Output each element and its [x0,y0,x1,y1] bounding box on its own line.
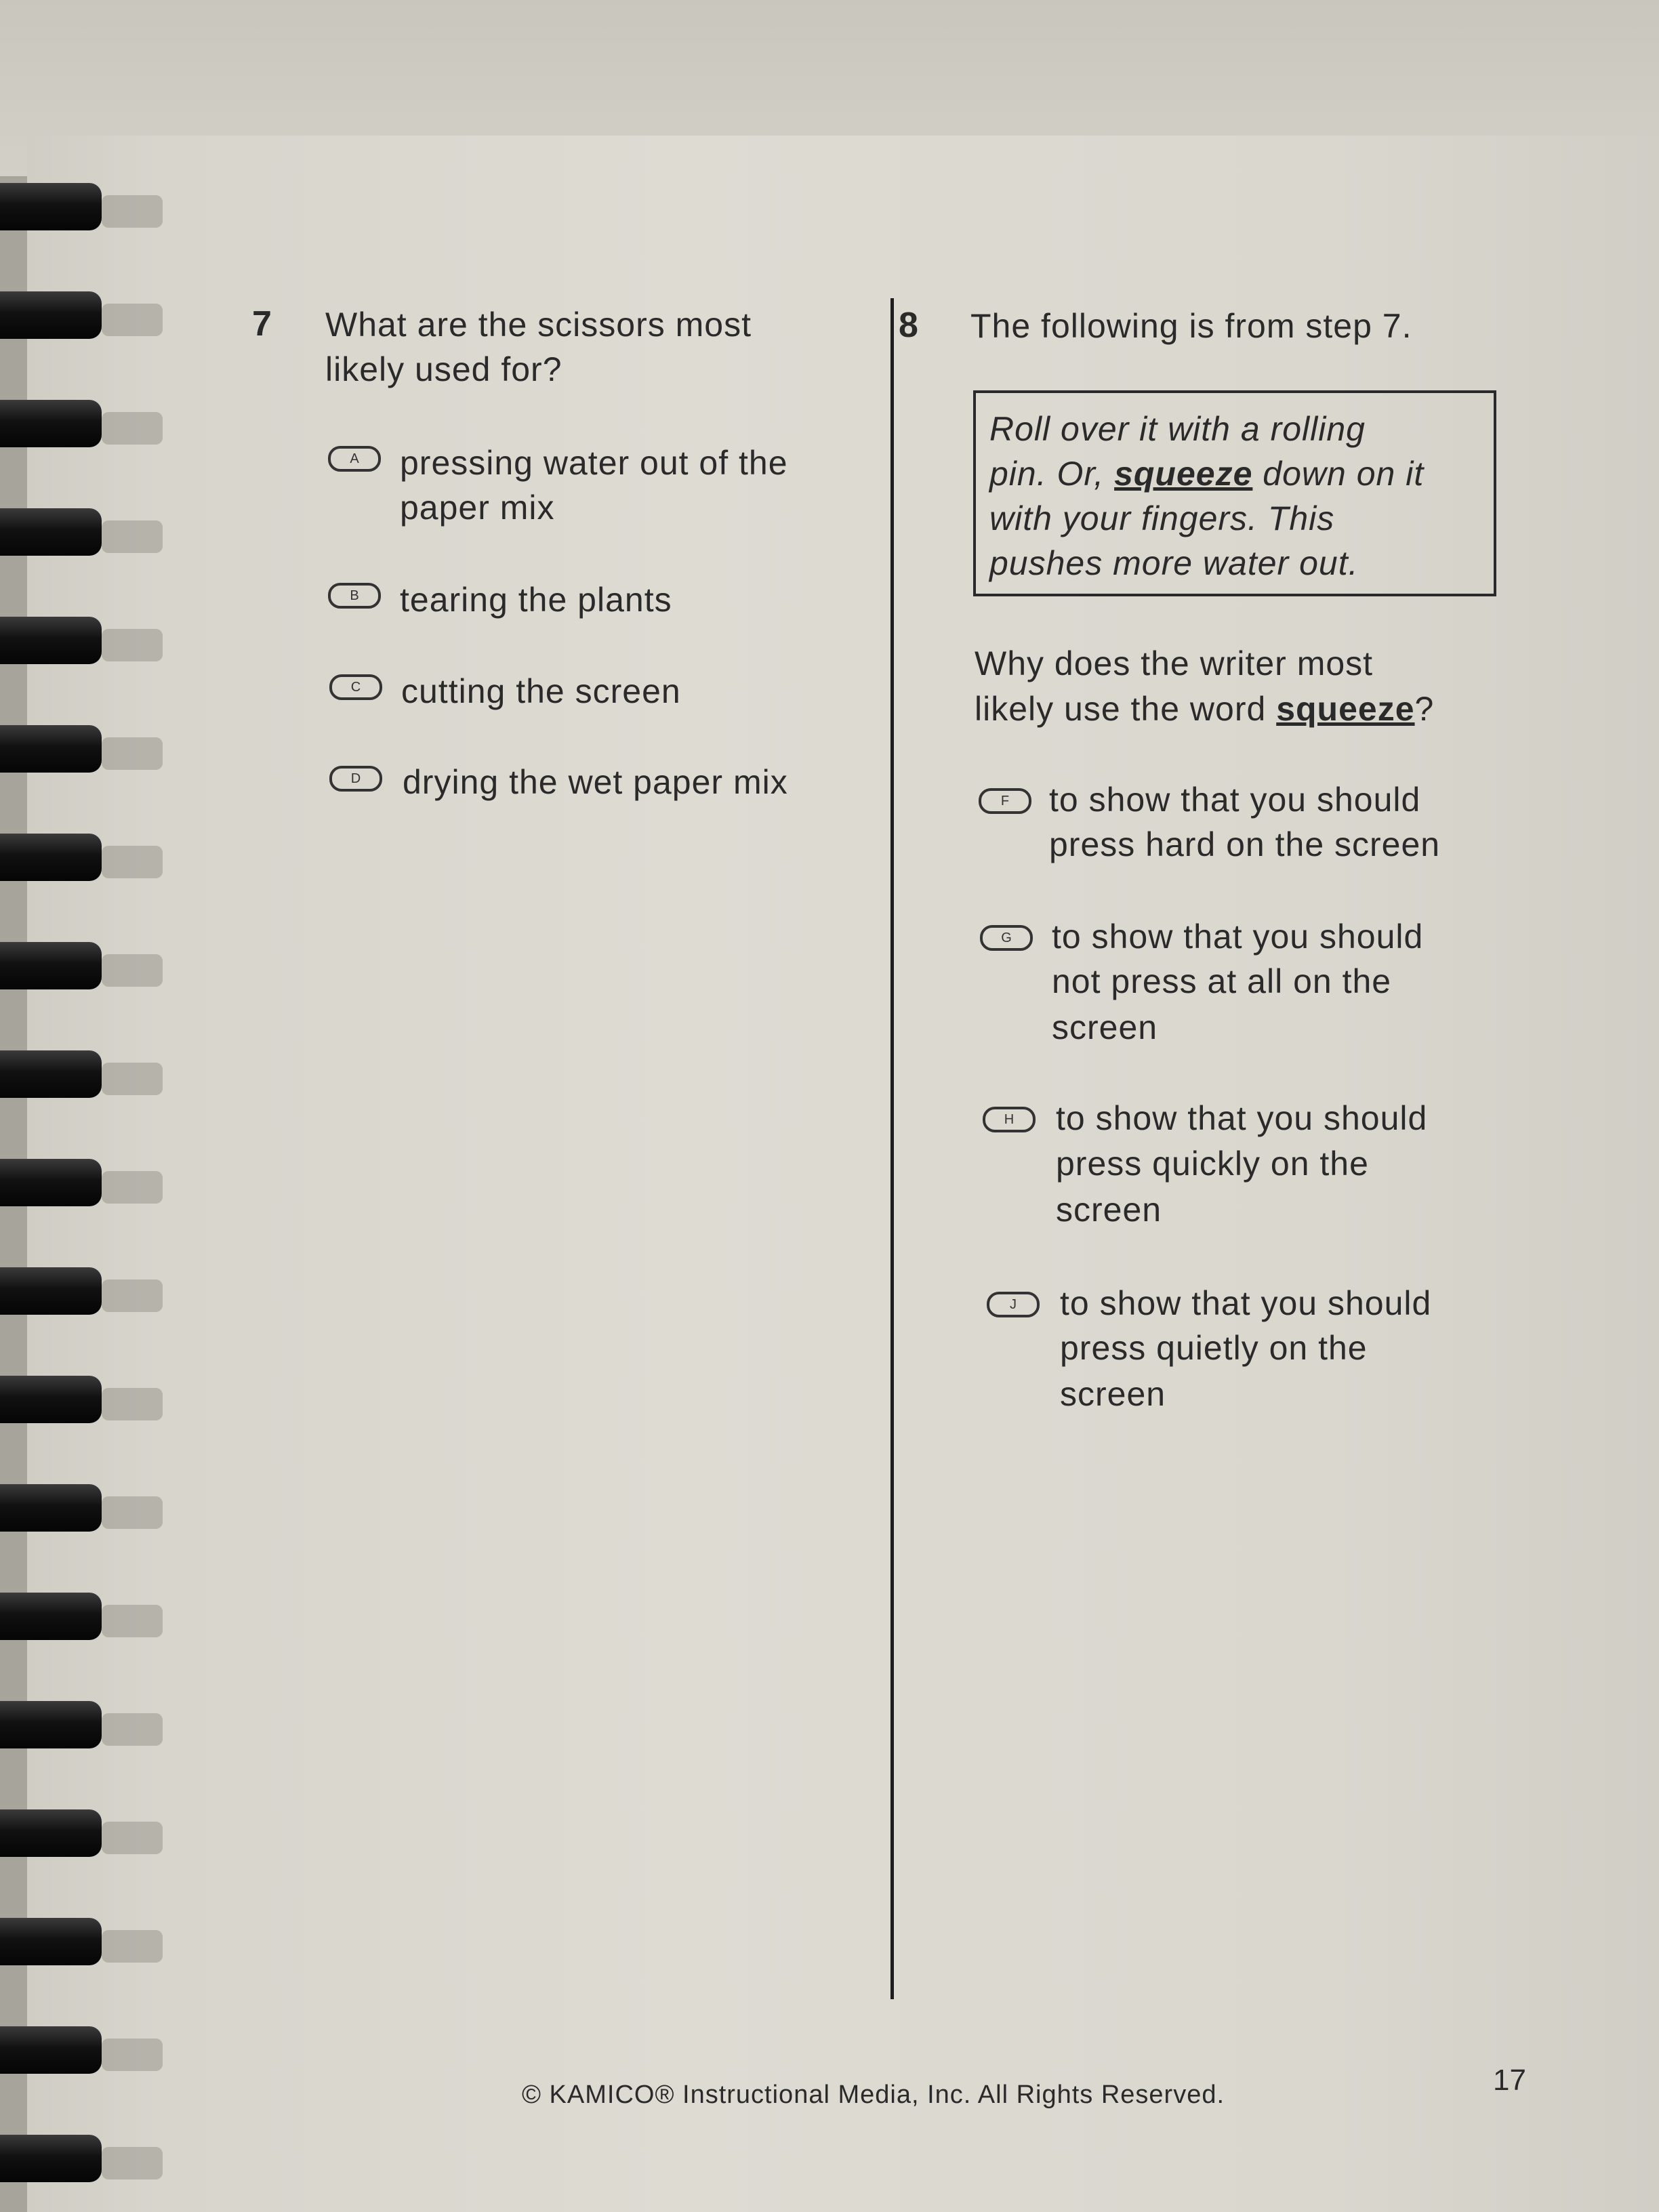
question-7-prompt-line-1: What are the scissors most [325,306,752,344]
copyright-footer: © KAMICO® Instructional Media, Inc. All Rights Reserved. [522,2081,1225,2109]
question-8-intro: The following is from step 7. [970,307,1412,345]
spiral-binding [0,0,115,2212]
binding-coil [0,291,102,339]
option-j-line-2: press quietly on the [1060,1329,1368,1367]
excerpt-text [989,407,1491,586]
binding-coil [0,1267,102,1315]
question-8-prompt-keyword: squeeze [1276,690,1415,728]
question-7-prompt-line-2: likely used for? [325,350,562,388]
question-7-number: 7 [252,304,272,344]
binding-coil [0,2026,102,2074]
answer-bubble-g[interactable]: G [980,925,1033,951]
answer-bubble-h[interactable]: H [983,1107,1036,1132]
option-d-line-1: drying the wet paper mix [403,763,788,801]
answer-bubble-c[interactable]: C [329,674,382,700]
answer-bubble-b[interactable]: B [328,583,381,609]
option-h-line-2: press quickly on the [1056,1145,1369,1183]
question-8-prompt-line-2 [975,687,1434,732]
option-f-line-2: press hard on the screen [1049,825,1441,863]
excerpt-line-2 [989,451,1491,496]
binding-coil [0,834,102,881]
option-f-line-1: to show that you should [1049,781,1421,819]
option-h-line-3: screen [1056,1191,1162,1229]
excerpt-line-4: pushes more water out. [989,544,1359,582]
excerpt-keyword: squeeze [1114,455,1253,493]
excerpt-line-1: Roll over it with a rolling [989,410,1366,448]
binding-coil [0,1593,102,1640]
question-8-prompt-end: ? [1414,690,1435,728]
binding-coil [0,1809,102,1857]
binding-coil [0,508,102,556]
column-divider [890,298,894,1999]
binding-coil [0,183,102,230]
binding-coil [0,725,102,773]
option-g-line-2: not press at all on the [1052,962,1392,1000]
question-8-prompt-start: likely use the word [975,690,1277,728]
answer-bubble-f[interactable]: F [979,788,1031,814]
binding-coil [0,617,102,664]
binding-coil [0,1918,102,1965]
binding-coil [0,2135,102,2182]
binding-coil [0,1159,102,1206]
binding-coil [0,1701,102,1748]
option-b-line-1: tearing the plants [400,581,672,619]
option-a-line-1: pressing water out of the [400,444,788,482]
option-g-line-3: screen [1052,1008,1158,1046]
option-j-line-3: screen [1060,1375,1166,1413]
option-g-line-1: to show that you should [1052,918,1424,956]
binding-coil [0,1376,102,1423]
excerpt-line-2-start: pin. Or, [989,455,1115,493]
binding-coil [0,1484,102,1532]
excerpt-line-2-end: down on it [1252,455,1425,493]
binding-coil [0,400,102,447]
question-8-prompt-line-1: Why does the writer most [975,644,1374,682]
binding-coil [0,1050,102,1098]
answer-bubble-d[interactable]: D [329,766,382,792]
page-number: 17 [1493,2064,1526,2097]
option-h-line-1: to show that you should [1056,1099,1428,1137]
answer-bubble-j[interactable]: J [987,1292,1040,1317]
excerpt-line-3: with your fingers. This [989,499,1335,537]
question-8-number: 8 [899,306,918,345]
option-j-line-1: to show that you should [1060,1284,1432,1322]
answer-bubble-a[interactable]: A [328,446,381,472]
excerpt-box [973,390,1496,596]
option-c-line-1: cutting the screen [401,672,681,710]
binding-coil [0,942,102,989]
option-a-line-2: paper mix [400,489,555,527]
